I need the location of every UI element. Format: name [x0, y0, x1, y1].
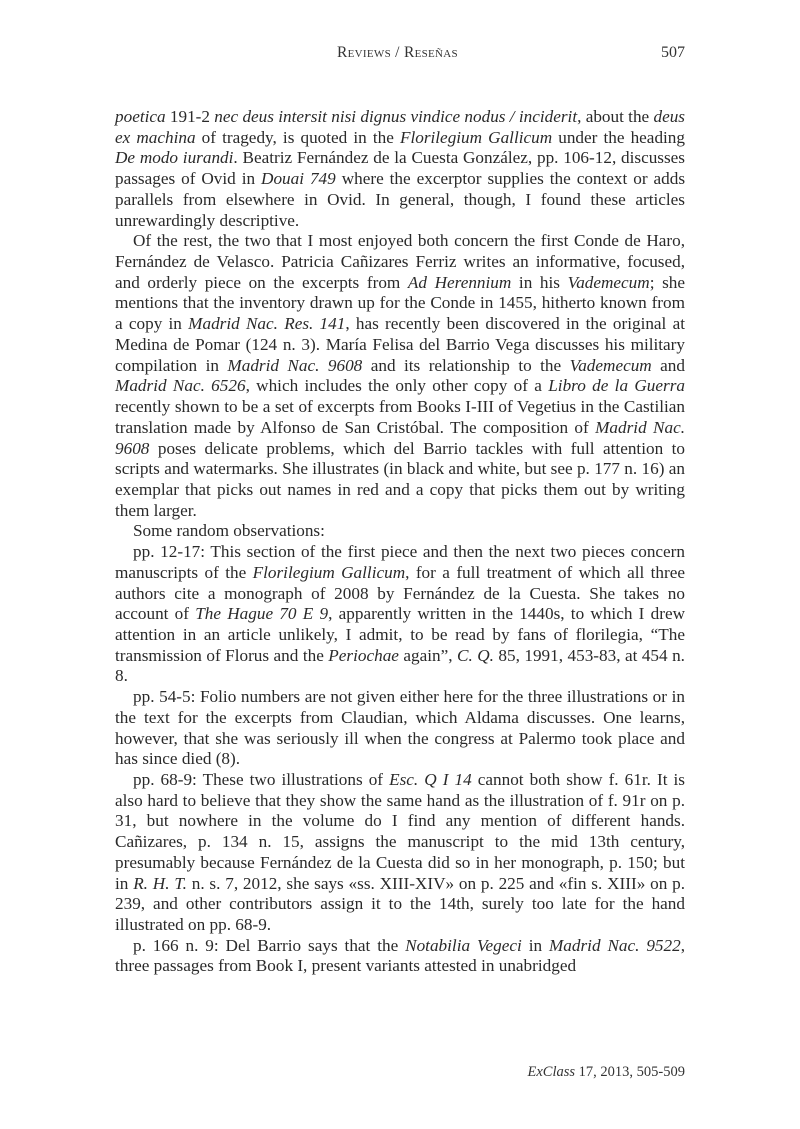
text-run: Some random observations:: [133, 521, 325, 541]
text-run: , apparently written in the 1440s, to which I drew attention in an article unlikely, I admit, to be read by fans of florilegia, “The transmission of Florus and the: [115, 604, 685, 665]
italic-text: Madrid Nac. 9608: [227, 355, 363, 375]
italic-text: Vademecum: [569, 355, 652, 375]
text-run: pp. 68-9: These two illustrations of: [133, 770, 390, 789]
text-run: , three passages from Book I, present variants attested in unabridged: [115, 935, 685, 976]
text-run: , about the: [577, 107, 654, 126]
italic-text: Madrid Nac. Res. 141: [188, 314, 346, 334]
paragraph: [115, 521, 685, 542]
journal-name: ExClass: [527, 1064, 576, 1080]
italic-text: Periochae: [328, 645, 399, 665]
running-head-title: Reviews / Reseñas: [337, 44, 458, 61]
italic-text: Vademecum: [567, 272, 650, 292]
text-run: in his: [511, 272, 568, 292]
text-run: where the excerptor supplies the context or adds parallels from elsewhere in Ovid. In general, though, I found these articles unrewardingly descriptive.: [115, 169, 686, 230]
italic-text: Notabilia Vegeci: [405, 935, 522, 955]
text-run: ; she mentions that the inventory drawn up for the Conde in 1455, hitherto known from a copy in: [115, 272, 686, 334]
text-run: and its relationship to the: [362, 355, 570, 375]
paragraph: [115, 936, 685, 977]
text-run: p. 166 n. 9: Del Barrio says that the: [133, 935, 406, 955]
italic-text: Douai 749: [261, 169, 336, 189]
paragraph: [115, 231, 685, 521]
italic-text: Madrid Nac. 6526: [115, 376, 246, 396]
italic-text: Esc. Q I 14: [389, 770, 472, 789]
italic-text: C. Q.: [457, 645, 494, 665]
italic-text: Libro de la Guerra: [548, 376, 685, 396]
text-run: . Beatriz Fernández de la Cuesta González, pp. 106-12, discusses passages of Ovid in: [115, 148, 685, 189]
text-run: pp. 12-17: This section of the first piece and then the next two pieces concern manuscripts of the: [115, 542, 685, 582]
text-run: , which includes the only other copy of a: [245, 376, 549, 396]
italic-text: nec deus intersit nisi dignus vindice nodus / inciderit: [214, 107, 578, 126]
page-footer: [115, 1064, 685, 1081]
text-run: , for a full treatment of which all three authors cite a monograph of 2008 by Fernández de la Cuesta. She takes no account of: [115, 562, 686, 624]
paragraph: [115, 770, 685, 936]
italic-text: De modo iurandi: [115, 148, 234, 168]
text-run: and: [651, 355, 685, 375]
text-run: 191-2: [165, 107, 215, 126]
journal-citation: 17, 2013, 505-509: [575, 1064, 685, 1080]
text-run: , has recently been discovered in the original at Medina de Pomar (124 n. 3). María Felisa del Barrio Vega discusses his military compilation in: [115, 314, 685, 375]
text-run: cannot both show f. 61r. It is also hard to believe that they show the same hand as the illustration of f. 91r on p. 31, but nowhere in the volume do I find any mention of different hands. Cañizares, p. 134 n. 15, assigns the manuscript to the mid 13th century, presumably because Fernández de la Cuesta did so in her monograph, p. 150; but in: [115, 770, 685, 893]
italic-text: poetica: [115, 107, 166, 126]
text-run: in: [521, 935, 549, 955]
article-body: [115, 107, 685, 977]
italic-text: Florilegium Gallicum: [399, 127, 553, 147]
running-header: [115, 44, 685, 68]
text-run: poses delicate problems, which del Barrio tackles with full attention to scripts and watermarks. She illustrates (in black and white, but see p. 177 n. 16) an exemplar that picks out names in red and a copy that picks them out by writing them larger.: [115, 438, 685, 520]
italic-text: Madrid Nac. 9522: [548, 935, 681, 955]
page-number: 507: [661, 44, 685, 61]
text-run: pp. 54-5: Folio numbers are not given either here for the three illustrations or in the text for the excerpts from Claudian, which Aldama discusses. One learns, however, that she was seriously ill when the congress at Palermo took place and has since died (8).: [115, 687, 685, 769]
text-run: n. s. 7, 2012, she says «ss. XIII-XIV» on p. 225 and «fin s. XIII» on p. 239, and other contributors assign it to the 14th, surely too late for the hand illustrated on pp. 68-9.: [115, 873, 685, 935]
text-run: of tragedy, is quoted in the: [195, 127, 400, 147]
italic-text: The Hague 70 E 9: [195, 604, 329, 624]
italic-text: R. H. T.: [133, 873, 187, 893]
text-run: 85, 1991, 453-83, at 454 n. 8.: [115, 645, 685, 686]
text-run: recently shown to be a set of excerpts from Books I-III of Vegetius in the Castilian translation made by Alfonso de San Cristóbal. The composition of: [115, 397, 685, 437]
italic-text: deus ex machina: [115, 107, 685, 147]
paragraph: [115, 107, 685, 231]
paragraph: [115, 542, 685, 687]
text-run: Of the rest, the two that I most enjoyed both concern the first Conde de Haro, Fernández de Velasco. Patricia Cañizares Ferriz writes an informative, focused, and orderly piece on the excerpts from: [115, 231, 685, 292]
italic-text: Ad Herennium: [407, 272, 512, 292]
italic-text: Florilegium Gallicum: [252, 562, 406, 582]
text-run: again”,: [398, 645, 458, 665]
text-run: under the heading: [552, 127, 685, 147]
paragraph: [115, 687, 685, 770]
italic-text: Madrid Nac. 9608: [115, 417, 686, 458]
